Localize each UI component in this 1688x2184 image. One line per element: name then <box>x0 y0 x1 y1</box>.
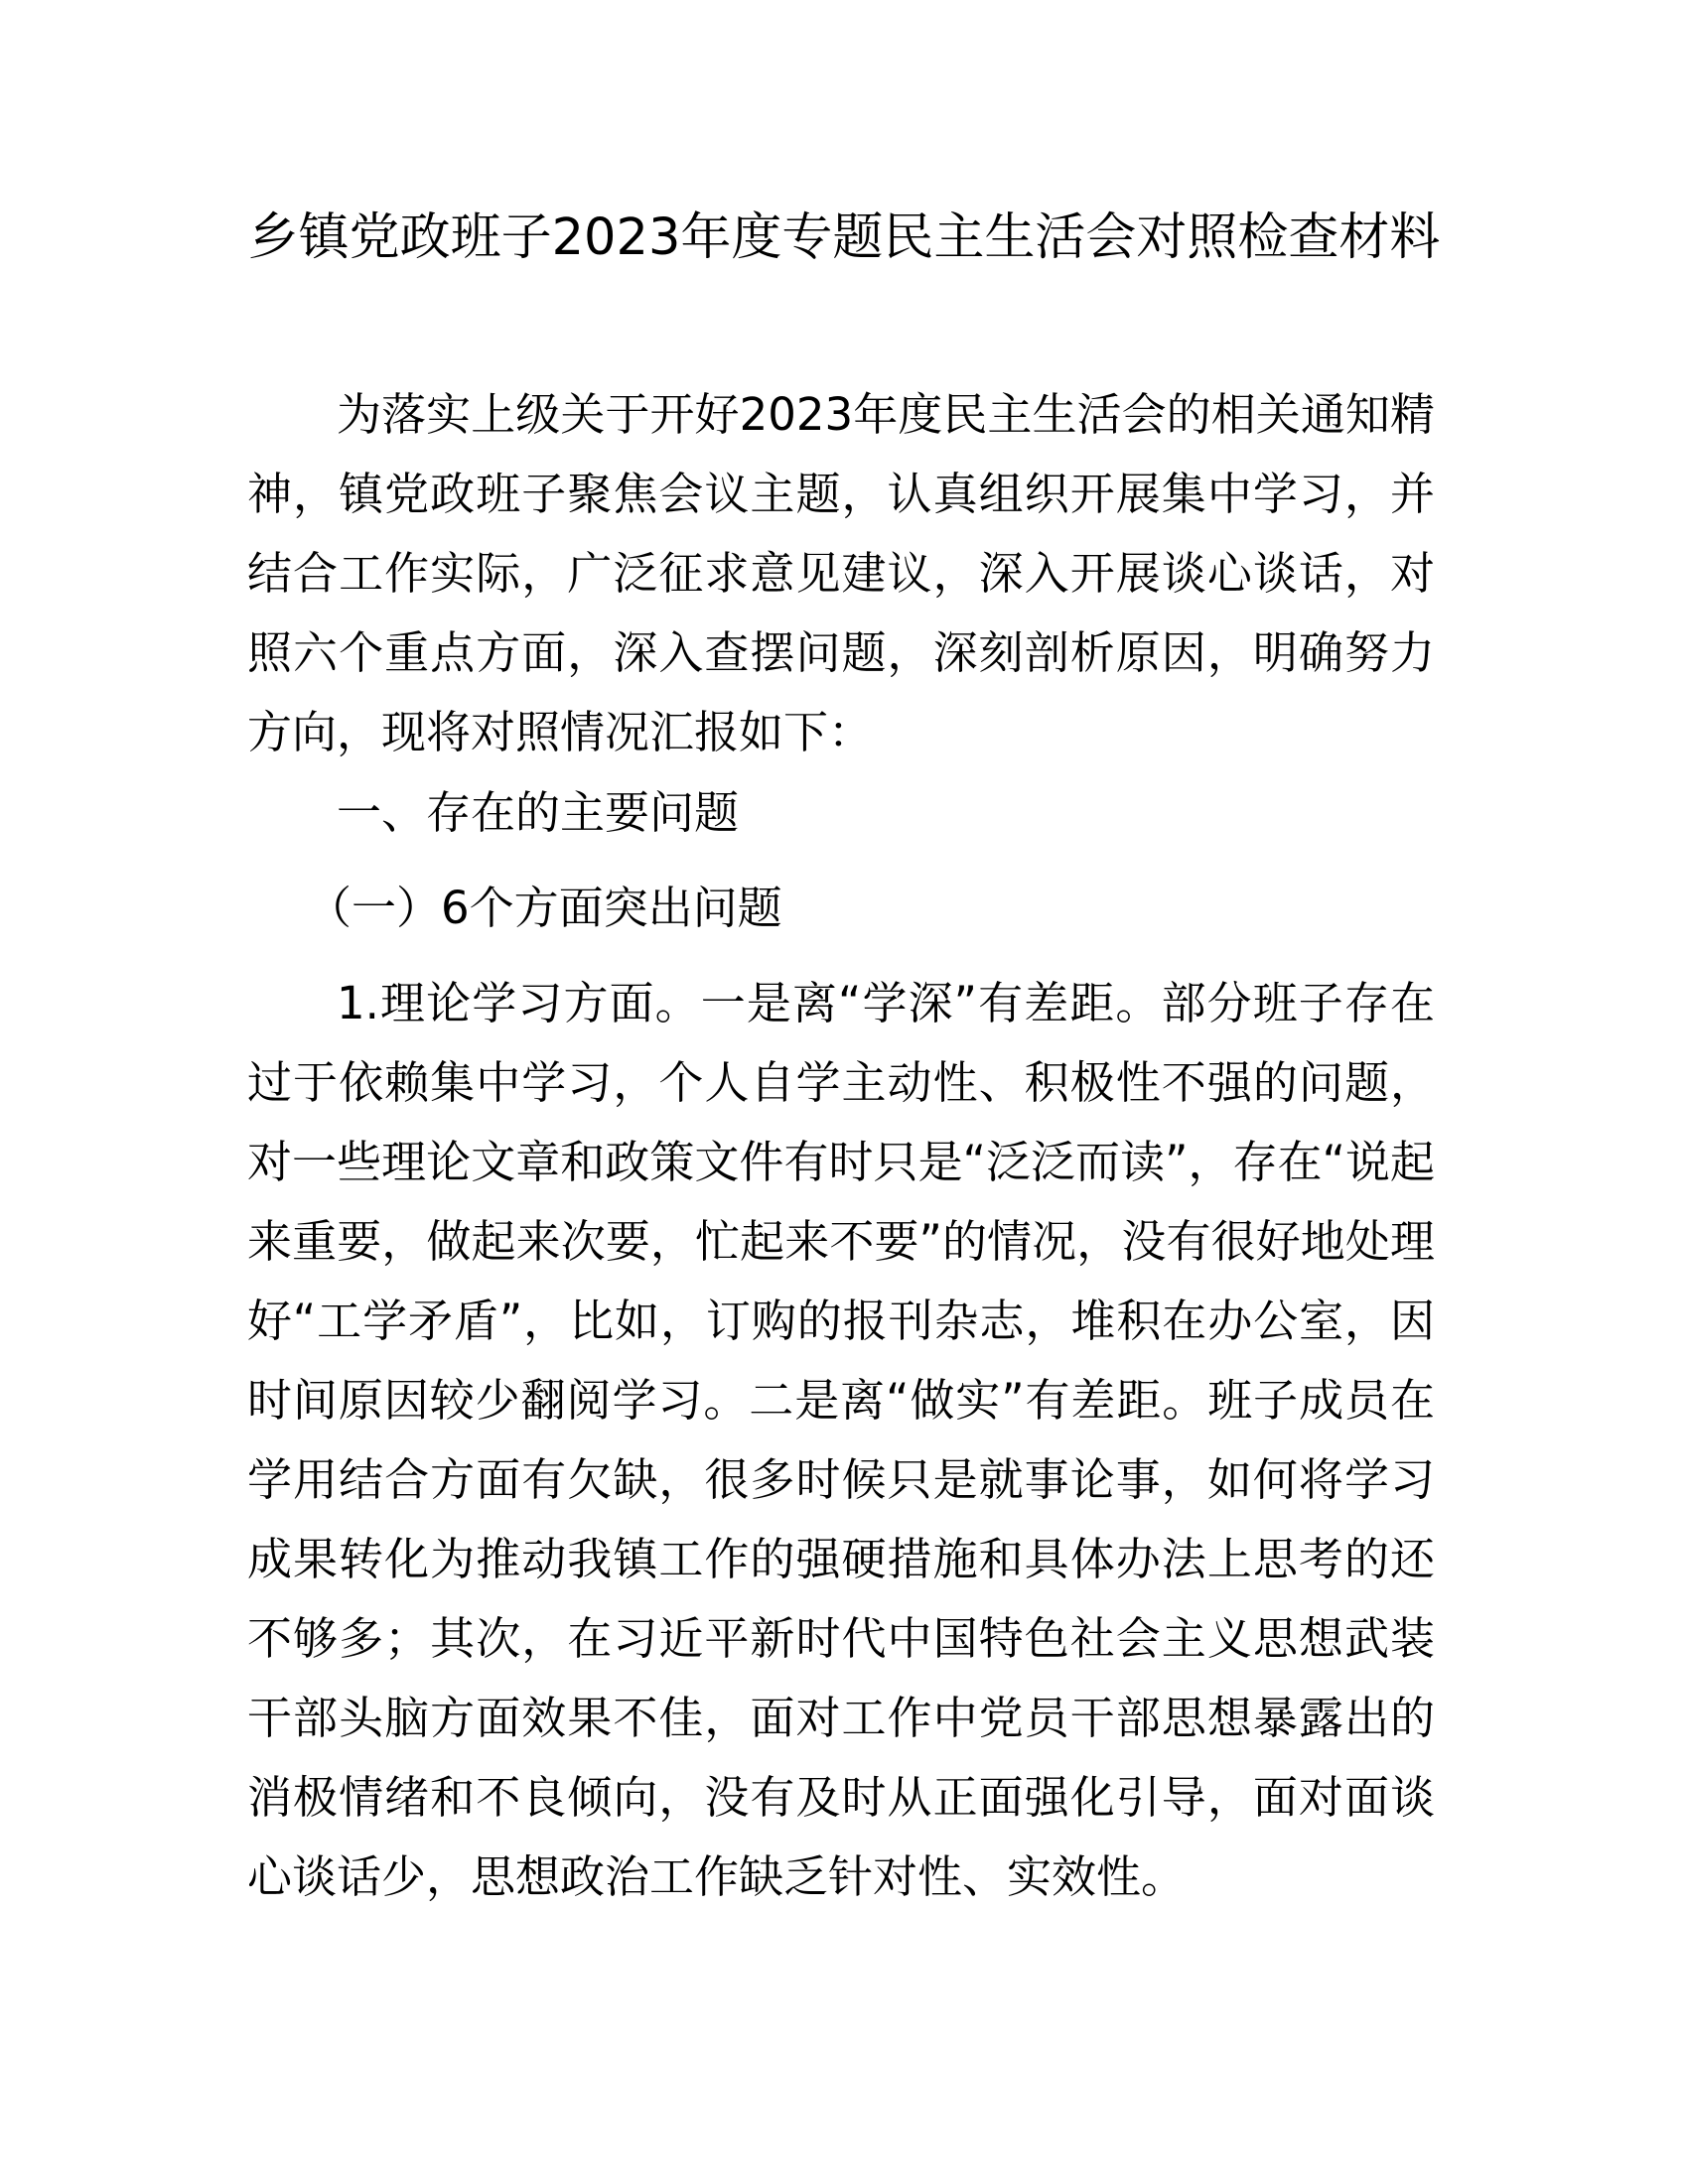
intro-paragraph: 为落实上级关于开好2023年度民主生活会的相关通知精神，镇党政班子聚焦会议主题，认真组织开展集中学习，并结合工作实际，广泛征求意见建议，深入开展谈心谈话，对照六个重点方面，深入查摆问题，深刻剖析原因，明确努力方向，现将对照情况汇报如下： <box>247 388 1435 758</box>
body-paragraph: 1.理论学习方面。一是离“学深”有差距。部分班子存在过于依赖集中学习，个人自学主动性、积极性不强的问题，对一些理论文章和政策文件有时只是“泛泛而读”，存在“说起来重要，做起来次要，忙起来不要”的情况，没有很好地处理好“工学矛盾”，比如，订购的报刊杂志，堆积在办公室，因时间原因较少翻阅学习。二是离“做实”有差距。班子成员在学用结合方面有欠缺，很多时候只是就事论事，如何将学习成果转化为推动我镇工作的强硬措施和具体办法上思考的还不够多；其次，在习近平新时代中国特色社会主义思想武装干部头脑方面效果不佳，面对工作中党员干部思想暴露出的消极情绪和不良倾向，没有及时从正面强化引导，面对面谈心谈话少，思想政治工作缺乏针对性、实效性。 <box>247 977 1435 1903</box>
document-title: 乡镇党政班子2023年度专题民主生活会对照检查材料 <box>247 208 1441 267</box>
subsection-heading: （一）6个方面突出问题 <box>307 882 782 934</box>
section-heading: 一、存在的主要问题 <box>337 786 740 839</box>
